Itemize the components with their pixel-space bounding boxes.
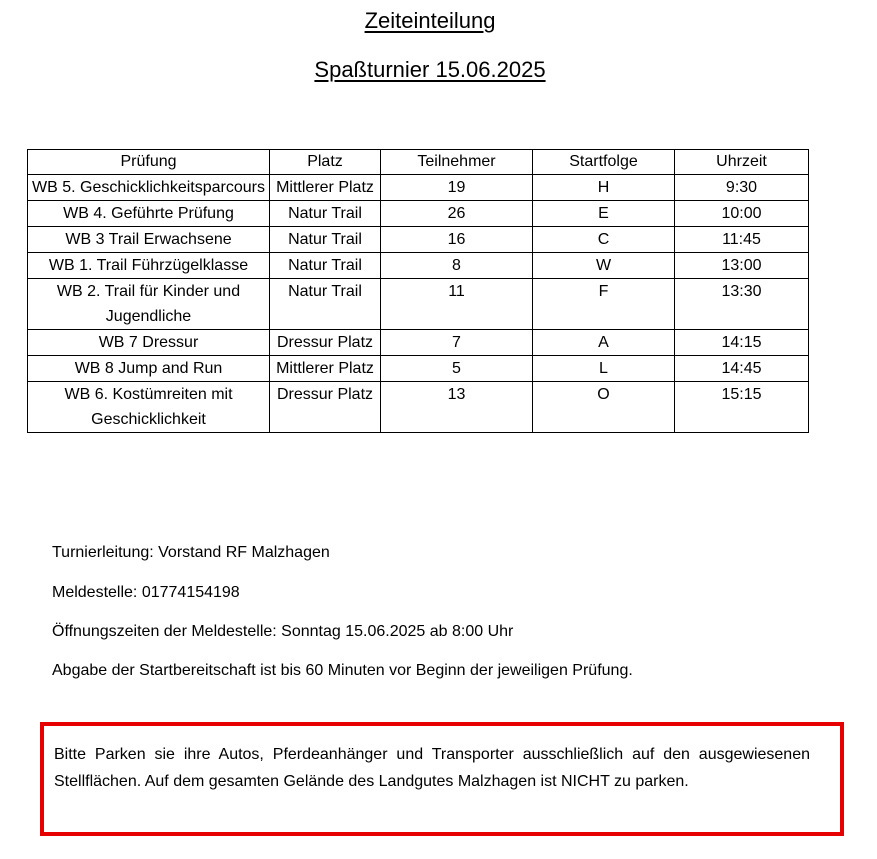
cell-platz: Natur Trail xyxy=(270,279,381,330)
cell-startfolge: O xyxy=(533,382,675,433)
table-row xyxy=(28,175,809,201)
cell-pruefung: WB 3 Trail Erwachsene xyxy=(28,227,270,253)
column-header-teilnehmer: Teilnehmer xyxy=(381,150,533,175)
cell-startfolge: F xyxy=(533,279,675,330)
cell-platz: Dressur Platz xyxy=(270,382,381,433)
cell-uhrzeit: 13:30 xyxy=(675,279,809,330)
cell-pruefung: WB 1. Trail Führzügelklasse xyxy=(28,253,270,279)
table-row xyxy=(28,330,809,356)
cell-teilnehmer: 5 xyxy=(381,356,533,382)
table-row xyxy=(28,279,809,330)
cell-uhrzeit: 13:00 xyxy=(675,253,809,279)
startbereitschaft-text: Abgabe der Startbereitschaft ist bis 60 Minuten vor Beginn der jeweiligen Prüfung. xyxy=(52,662,633,679)
cell-teilnehmer: 11 xyxy=(381,279,533,330)
table-row xyxy=(28,201,809,227)
column-header-uhrzeit: Uhrzeit xyxy=(675,150,809,175)
cell-uhrzeit: 11:45 xyxy=(675,227,809,253)
cell-platz: Mittlerer Platz xyxy=(270,356,381,382)
cell-teilnehmer: 16 xyxy=(381,227,533,253)
cell-uhrzeit: 9:30 xyxy=(675,175,809,201)
cell-startfolge: E xyxy=(533,201,675,227)
cell-pruefung: WB 2. Trail für Kinder und Jugendliche xyxy=(28,279,270,330)
column-header-platz: Platz xyxy=(270,150,381,175)
table-header-row xyxy=(28,150,809,175)
table-row xyxy=(28,356,809,382)
cell-startfolge: A xyxy=(533,330,675,356)
cell-startfolge: H xyxy=(533,175,675,201)
cell-pruefung: WB 6. Kostümreiten mit Geschicklichkeit xyxy=(28,382,270,433)
meldestelle-text: Meldestelle: 01774154198 xyxy=(52,584,240,601)
cell-platz: Natur Trail xyxy=(270,253,381,279)
column-header-pruefung: Prüfung xyxy=(28,150,270,175)
table-row xyxy=(28,382,809,433)
cell-startfolge: L xyxy=(533,356,675,382)
column-header-startfolge: Startfolge xyxy=(533,150,675,175)
table-row xyxy=(28,253,809,279)
cell-platz: Natur Trail xyxy=(270,227,381,253)
table-row xyxy=(28,227,809,253)
cell-platz: Natur Trail xyxy=(270,201,381,227)
schedule-table xyxy=(27,149,809,433)
cell-teilnehmer: 26 xyxy=(381,201,533,227)
cell-teilnehmer: 19 xyxy=(381,175,533,201)
cell-uhrzeit: 14:45 xyxy=(675,356,809,382)
cell-teilnehmer: 8 xyxy=(381,253,533,279)
cell-pruefung: WB 5. Geschicklichkeitsparcours xyxy=(28,175,270,201)
page-title: Zeiteinteilung xyxy=(364,8,496,33)
parking-notice-box xyxy=(40,722,844,836)
cell-platz: Dressur Platz xyxy=(270,330,381,356)
parking-notice-text: Bitte Parken sie ihre Autos, Pferdeanhänger und Transporter ausschließlich auf den ausgewiesenen Stellflächen. Auf dem gesamten Gelände des Landgutes Malzhagen ist NICHT zu parken. xyxy=(54,746,810,790)
cell-teilnehmer: 7 xyxy=(381,330,533,356)
cell-uhrzeit: 14:15 xyxy=(675,330,809,356)
turnierleitung-text: Turnierleitung: Vorstand RF Malzhagen xyxy=(52,544,330,561)
cell-uhrzeit: 15:15 xyxy=(675,382,809,433)
cell-platz: Mittlerer Platz xyxy=(270,175,381,201)
cell-startfolge: W xyxy=(533,253,675,279)
cell-pruefung: WB 4. Geführte Prüfung xyxy=(28,201,270,227)
cell-pruefung: WB 7 Dressur xyxy=(28,330,270,356)
cell-uhrzeit: 10:00 xyxy=(675,201,809,227)
cell-teilnehmer: 13 xyxy=(381,382,533,433)
cell-startfolge: C xyxy=(533,227,675,253)
cell-pruefung: WB 8 Jump and Run xyxy=(28,356,270,382)
oeffnungszeiten-text: Öffnungszeiten der Meldestelle: Sonntag 15.06.2025 ab 8:00 Uhr xyxy=(52,623,514,640)
page-subtitle: Spaßturnier 15.06.2025 xyxy=(314,57,546,82)
